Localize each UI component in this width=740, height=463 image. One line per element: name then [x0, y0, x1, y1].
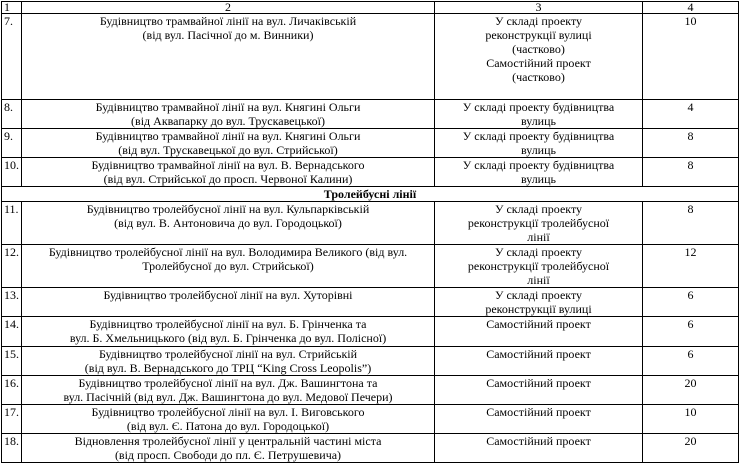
table-row — [2, 100, 739, 129]
header-col-1: 1 — [2, 2, 22, 14]
row-number: 16. — [2, 376, 22, 405]
line-description-line: Тролейбусної до вул. Стрийської) — [142, 259, 314, 273]
line-description-line: (від вул. Є. Патона до вул. Городоцької) — [126, 419, 330, 433]
line-description — [22, 288, 435, 317]
table-row — [2, 202, 739, 245]
length-value: 4 — [643, 100, 739, 129]
row-number: 13. — [2, 288, 22, 317]
line-description-line: Будівництво трамвайної лінії на вул. Личаківській — [99, 14, 357, 28]
row-number: 11. — [2, 202, 22, 245]
project-type-line: вулиць — [520, 114, 557, 128]
header-row — [2, 2, 739, 14]
project-type-line: Самостійний проект — [486, 434, 591, 448]
project-type-line: У складі проекту — [494, 202, 583, 216]
line-description-line: (від вул. В. Вернадського до ТРЦ “King Cross Leopolis”) — [84, 361, 372, 375]
project-type-line: реконструкції вулиці — [485, 28, 592, 42]
project-type — [435, 347, 643, 376]
line-description — [22, 317, 435, 347]
length-value: 6 — [643, 317, 739, 347]
project-type — [435, 245, 643, 288]
line-description-line: Будівництво тролейбусної лінії на вул. Хуторівні — [103, 288, 353, 302]
project-type-line: реконструкції тролейбусної — [467, 259, 610, 273]
line-description-line: Будівництво трамвайної лінії на вул. Княгині Ольги — [95, 129, 361, 143]
row-number: 10. — [2, 158, 22, 187]
table-row — [2, 129, 739, 158]
line-description-line: Будівництво трамвайної лінії на вул. В. Вернадського — [91, 158, 365, 172]
transport-lines-table — [1, 1, 739, 463]
length-value: 8 — [643, 158, 739, 187]
line-description-line: Будівництво тролейбусної лінії на вул. Стрийській — [98, 347, 358, 361]
project-type — [435, 317, 643, 347]
project-type-line: Самостійний проект — [486, 317, 591, 331]
project-type — [435, 376, 643, 405]
line-description — [22, 347, 435, 376]
project-type-line: У складі проекту будівництва — [462, 129, 615, 143]
project-type-line: (частково) — [512, 42, 565, 56]
line-description-line: Будівництво тролейбусної лінії на вул. І. Виговського — [91, 405, 365, 419]
project-type-line: Самостійний проект — [486, 56, 591, 70]
line-description-line: Будівництво тролейбусної лінії на вул. Володимира Великого (від вул. — [48, 245, 408, 259]
line-description-line: (від вул. Стрийської до просп. Червоної Калини) — [103, 172, 353, 186]
row-number: 18. — [2, 434, 22, 463]
length-value: 20 — [643, 376, 739, 405]
length-value: 8 — [643, 129, 739, 158]
line-description — [22, 158, 435, 187]
length-value: 12 — [643, 245, 739, 288]
length-value: 6 — [643, 347, 739, 376]
row-number: 8. — [2, 100, 22, 129]
line-description-line: (від Аквапарку до вул. Трускавецької) — [131, 114, 325, 128]
project-type — [435, 14, 643, 100]
section-title: Тролейбусні лінії — [2, 187, 739, 202]
project-type-line: У складі проекту — [494, 288, 583, 302]
table-row — [2, 14, 739, 100]
row-number: 17. — [2, 405, 22, 434]
length-value: 8 — [643, 202, 739, 245]
project-type-line: Самостійний проект — [486, 376, 591, 390]
table-row — [2, 288, 739, 317]
line-description-line: Будівництво тролейбусної лінії на вул. Кульпарківській — [86, 202, 370, 216]
line-description — [22, 202, 435, 245]
project-type — [435, 158, 643, 187]
project-type-line: У складі проекту — [494, 14, 583, 28]
line-description — [22, 100, 435, 129]
project-type-line: лінії — [527, 230, 550, 244]
table-row — [2, 434, 739, 463]
line-description-line: Будівництво тролейбусної лінії на вул. Б. Грінченка та — [89, 317, 367, 331]
table-row — [2, 158, 739, 187]
header-col-2: 2 — [22, 2, 435, 14]
project-type — [435, 129, 643, 158]
length-value: 10 — [643, 14, 739, 100]
project-type-line: У складі проекту будівництва — [462, 158, 615, 172]
table-row — [2, 347, 739, 376]
project-type-line: Самостійний проект — [486, 347, 591, 361]
project-type — [435, 202, 643, 245]
header-col-4: 4 — [643, 2, 739, 14]
line-description-line: (від вул. В. Антоновича до вул. Городоцької) — [114, 216, 342, 230]
line-description-line: вул. Б. Хмельницького (від вул. Б. Грінченка до вул. Полісної) — [69, 331, 387, 345]
project-type-line: реконструкції вулиці — [485, 302, 592, 316]
line-description-line: вул. Пасічній (від вул. Дж. Вашингтона до вул. Медової Печери) — [63, 390, 393, 404]
row-number: 7. — [2, 14, 22, 100]
line-description-line: (від вул. Трускавецької до вул. Стрийської) — [118, 143, 338, 157]
project-type-line: У складі проекту — [494, 245, 583, 259]
line-description — [22, 376, 435, 405]
line-description — [22, 245, 435, 288]
project-type-line: (частково) — [512, 70, 565, 84]
project-type-line: вулиць — [520, 172, 557, 186]
line-description — [22, 434, 435, 463]
project-type-line: Самостійний проект — [486, 405, 591, 419]
project-type-line: вулиць — [520, 143, 557, 157]
project-type — [435, 100, 643, 129]
section-row — [2, 187, 739, 202]
row-number: 9. — [2, 129, 22, 158]
project-type-line: У складі проекту будівництва — [462, 100, 615, 114]
project-type-line: реконструкції тролейбусної — [467, 216, 610, 230]
project-type-line: лінії — [527, 273, 550, 287]
project-type — [435, 288, 643, 317]
table-row — [2, 376, 739, 405]
project-type — [435, 405, 643, 434]
line-description-line: Будівництво тролейбусної лінії на вул. Дж. Вашингтона та — [78, 376, 378, 390]
table-body — [2, 2, 739, 463]
length-value: 20 — [643, 434, 739, 463]
line-description — [22, 129, 435, 158]
table-row — [2, 317, 739, 347]
line-description-line: Будівництво трамвайної лінії на вул. Княгині Ольги — [95, 100, 361, 114]
table-row — [2, 405, 739, 434]
length-value: 10 — [643, 405, 739, 434]
row-number: 12. — [2, 245, 22, 288]
length-value: 6 — [643, 288, 739, 317]
row-number: 14. — [2, 317, 22, 347]
line-description-line: (від вул. Пасічної до м. Винники) — [142, 28, 314, 42]
line-description-line: (від просп. Свободи до пл. Є. Петрушевича) — [114, 448, 342, 462]
table-row — [2, 245, 739, 288]
header-col-3: 3 — [435, 2, 643, 14]
line-description — [22, 14, 435, 100]
line-description-line: Відновлення тролейбусної лінії у центральній частині міста — [74, 434, 382, 448]
project-type — [435, 434, 643, 463]
row-number: 15. — [2, 347, 22, 376]
line-description — [22, 405, 435, 434]
